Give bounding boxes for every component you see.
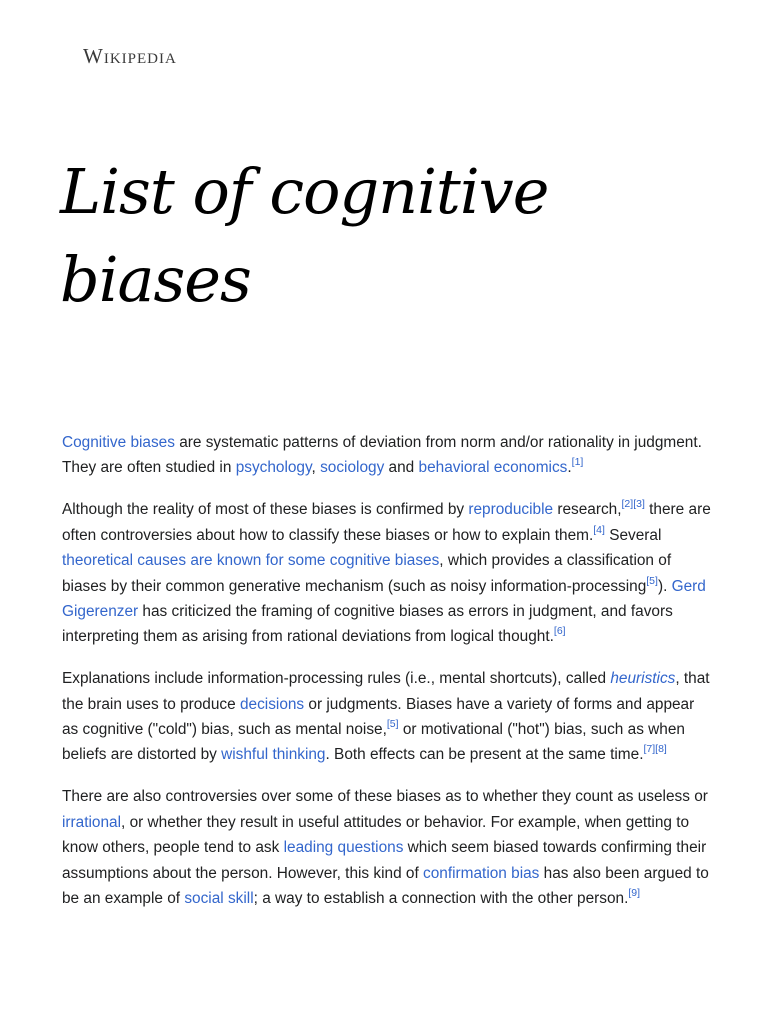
text-run: , <box>311 459 321 477</box>
text-run: there are often controversies about how to classify these biases or how to explain them. <box>62 501 711 544</box>
citation-link-3[interactable]: [3] <box>633 498 645 511</box>
link-behavioral-economics[interactable]: behavioral economics <box>418 459 568 477</box>
link-irrational[interactable]: irrational <box>62 813 122 831</box>
text-run: , which provides a classification of biases by their common generative mechanism (such as noisy information-processing <box>62 552 672 595</box>
citation-link-7[interactable]: [7] <box>643 743 656 756</box>
citation-link-5b[interactable]: [5] <box>386 718 399 731</box>
link-cognitive-biases[interactable]: Cognitive biases <box>62 434 175 451</box>
text-run: has criticized the framing of cognitive biases as errors in judgment, and favors interpreting them as arising from rational deviations from logical thought. <box>62 602 673 646</box>
link-confirmation-bias[interactable]: confirmation bias <box>423 864 540 882</box>
link-social-skill[interactable]: social skill <box>184 890 254 907</box>
citation <box>387 718 399 730</box>
text-run: are systematic patterns of deviation from norm and/or rationality in judgment. They are often studied in <box>62 434 702 477</box>
citation <box>643 743 666 755</box>
link-sociology[interactable]: sociology <box>320 459 385 477</box>
link-psychology[interactable]: psychology <box>235 459 312 477</box>
paragraph-intro <box>62 430 712 481</box>
text-run: ; a way to establish a connection with the other person. <box>253 890 629 907</box>
citation-link-9[interactable]: [9] <box>628 887 641 899</box>
text-run: has also been argued to be an example of <box>62 864 709 907</box>
link-decisions[interactable]: decisions <box>239 695 305 713</box>
page-title: List of cognitive biases <box>60 155 549 316</box>
citation-link-2[interactable]: [2] <box>621 498 634 511</box>
citation-link-1[interactable]: [1] <box>571 456 584 469</box>
text-run: or motivational ("hot") bias, such as when beliefs are distorted by <box>62 721 685 764</box>
paragraph-explanations <box>62 666 712 768</box>
citation <box>646 575 658 587</box>
link-heuristics[interactable] <box>610 670 675 687</box>
citation <box>593 524 605 536</box>
citation-link-6[interactable]: [6] <box>553 625 566 638</box>
link-reproducible[interactable]: reproducible <box>468 501 554 519</box>
citation <box>628 887 640 899</box>
citation <box>554 625 566 637</box>
citation-link-8[interactable]: [8] <box>655 743 667 756</box>
citation <box>622 498 645 510</box>
text-run: research, <box>553 501 622 519</box>
text-run: Several <box>604 526 662 544</box>
text-run: or judgments. Biases have a variety of forms and appear as cognitive ("cold") bias, such as mental noise, <box>62 695 695 739</box>
text-run: ). <box>657 577 672 595</box>
text-run: Although the reality of most of these biases is confirmed by <box>62 501 469 519</box>
text-run: . <box>567 459 572 477</box>
link-gerd-gigerenzer[interactable]: Gerd Gigerenzer <box>62 577 706 620</box>
text-run: , or whether they result in useful attitudes or behavior. For example, when getting to know others, people tend to ask <box>62 813 690 857</box>
text-run: Explanations include information-processing rules (i.e., mental shortcuts), called <box>62 670 611 688</box>
text-run: . Both effects can be present at the same time. <box>325 746 644 764</box>
paragraph-usefulness <box>62 784 712 911</box>
link-wishful-thinking[interactable]: wishful thinking <box>221 746 326 764</box>
text-run: and <box>384 459 419 477</box>
link-theoretical-causes[interactable]: theoretical causes are known for some cognitive biases <box>62 552 440 570</box>
text-run: which seem biased towards confirming their assumptions about the person. However, this kind of <box>62 839 707 882</box>
wikipedia-wordmark[interactable]: Wikipedia <box>83 44 177 68</box>
link-heuristics-text: heuristics <box>610 670 676 688</box>
citation <box>572 456 584 468</box>
citation-link-5[interactable]: [5] <box>646 574 658 587</box>
paragraph-controversies <box>62 497 712 649</box>
citation-link-4[interactable]: [4] <box>593 523 605 536</box>
link-leading-questions[interactable]: leading questions <box>283 839 404 857</box>
text-run: There are also controversies over some of these biases as to whether they count as useless or <box>62 788 708 806</box>
article-body <box>62 430 712 928</box>
text-run: , that the brain uses to produce <box>62 670 710 713</box>
